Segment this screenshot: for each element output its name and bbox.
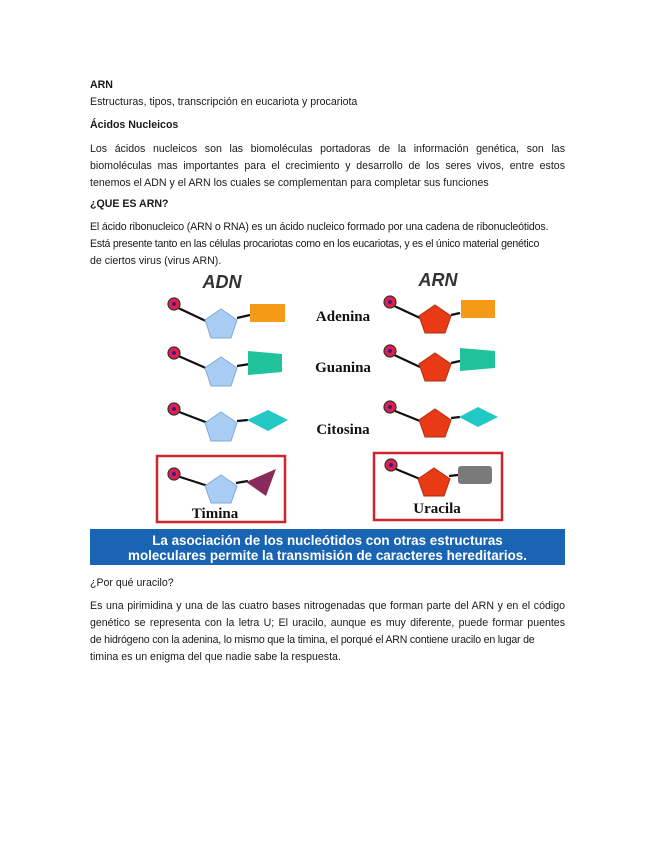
paragraph-line: de hidrógeno con la adenina, lo mismo que la timina, el porqué el ARN contiene uracilo en lugar de	[90, 634, 535, 646]
label-guanina: Guanina	[315, 360, 371, 376]
paragraph-line: tenemos el ADN y el ARN los cuales se complementan para completar sus funciones	[90, 177, 489, 189]
uracil-base-icon	[458, 466, 492, 484]
ribose-icon	[418, 468, 450, 496]
paragraph-por-que-uracilo	[90, 598, 565, 666]
figure-caption-banner	[90, 529, 565, 565]
guanine-base-icon	[460, 348, 495, 371]
adenine-base-icon	[250, 304, 285, 322]
paragraph-line: timina es un enigma del que nadie sabe la respuesta.	[90, 651, 341, 663]
banner-line: moleculares permite la transmisión de caracteres hereditarios.	[128, 548, 527, 563]
nucleotide-diagram	[90, 270, 565, 565]
label-citosina: Citosina	[316, 422, 370, 438]
paragraph-line: El ácido ribonucleico (ARN o RNA) es un ácido nucleico formado por una cadena de ribonucleótidos.	[90, 221, 549, 233]
ribose-icon	[419, 409, 451, 437]
guanine-base-icon	[248, 351, 282, 375]
rna-uracil-nucleotide	[385, 459, 492, 496]
paragraph-line: genético se representa con la letra U; El uracilo, aunque es muy diferente, puede formar puentes	[90, 617, 565, 629]
rna-cytosine-nucleotide	[384, 401, 498, 437]
cytosine-base-icon	[247, 410, 288, 431]
nucleotide-figure	[90, 270, 565, 565]
rna-guanine-nucleotide	[384, 345, 495, 381]
section-heading-acidos: Ácidos Nucleicos	[90, 119, 179, 131]
paragraph-line: Está presente tanto en las células procariotas como en los eucariotas, y es el único material genético	[90, 238, 540, 250]
dna-thymine-nucleotide	[168, 468, 276, 503]
banner-line: La asociación de los nucleótidos con otras estructuras	[152, 533, 503, 548]
doc-title: ARN	[90, 79, 113, 91]
deoxyribose-icon	[205, 475, 237, 503]
thymine-base-icon	[246, 469, 276, 496]
paragraph-line: Los ácidos nucleicos son las biomoléculas portadoras de la información genética, son las	[90, 143, 565, 155]
cytosine-base-icon	[459, 407, 498, 427]
paragraph-que-es-arn	[90, 219, 565, 270]
dna-guanine-nucleotide	[168, 347, 282, 386]
rna-header: ARN	[418, 270, 458, 290]
label-adenina: Adenina	[315, 309, 371, 325]
ribose-icon	[419, 305, 451, 333]
paragraph-line: biomoléculas mas importantes para el crecimiento y desarrollo de los seres vivos, entre estos	[90, 160, 565, 172]
paragraph-line: de ciertos virus (virus ARN).	[90, 255, 222, 267]
rna-adenine-nucleotide	[384, 296, 495, 333]
dna-header: ADN	[202, 272, 242, 292]
dna-adenine-nucleotide	[168, 298, 285, 338]
paragraph-acidos	[90, 141, 565, 192]
ribose-icon	[419, 353, 451, 381]
adenine-base-icon	[461, 300, 495, 318]
doc-subtitle: Estructuras, tipos, transcripción en eucariota y procariota	[90, 96, 358, 108]
section-heading-por-que-uracilo: ¿Por qué uracilo?	[90, 577, 174, 589]
deoxyribose-icon	[205, 357, 237, 386]
dna-cytosine-nucleotide	[168, 403, 288, 441]
label-uracilo: Uracila	[413, 501, 461, 517]
deoxyribose-icon	[205, 309, 237, 338]
deoxyribose-icon	[205, 412, 237, 441]
paragraph-line: Es una pirimidina y una de las cuatro bases nitrogenadas que forman parte del ARN y en el código	[90, 600, 565, 612]
label-timina: Timina	[191, 506, 239, 522]
section-heading-que-es-arn: ¿QUE ES ARN?	[90, 198, 169, 210]
